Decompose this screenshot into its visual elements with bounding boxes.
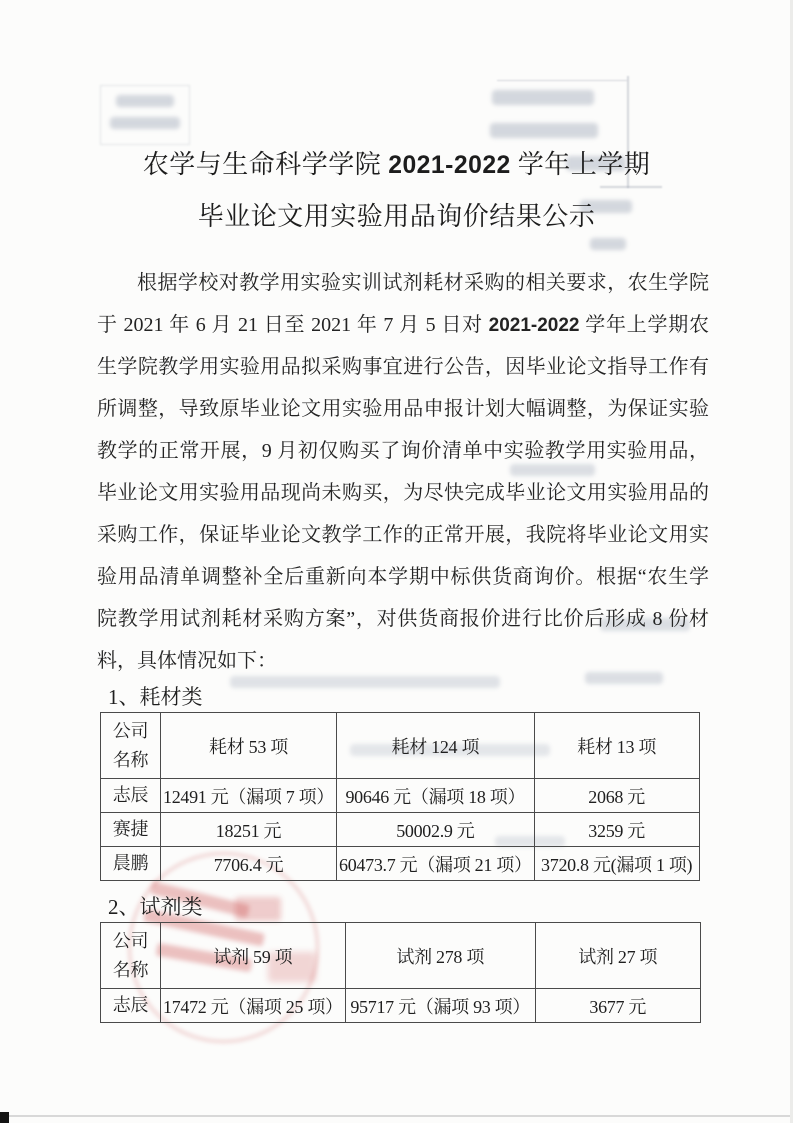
price-cell: 50002.9 元 — [337, 813, 535, 847]
table-row — [101, 779, 700, 813]
paragraph-line: 料，具体情况如下： — [97, 650, 277, 672]
company-name-cell: 晨鹏 — [101, 847, 161, 881]
body-paragraph — [97, 262, 709, 682]
price-cell: 95717 元（漏项 93 项） — [345, 989, 535, 1023]
price-cell: 18251 元 — [161, 813, 337, 847]
table-row — [101, 989, 701, 1023]
table-header-cell: 试剂 278 项 — [345, 923, 535, 989]
table-header-cell: 耗材 13 项 — [534, 713, 699, 779]
table-row — [101, 847, 700, 881]
price-cell: 90646 元（漏项 18 项） — [337, 779, 535, 813]
company-name-cell: 志辰 — [101, 779, 161, 813]
table-header-cell: 试剂 59 项 — [161, 923, 346, 989]
paragraph-line: 采购工作，保证毕业论文教学工作的正常开展，我院将毕业论文用实 — [97, 524, 709, 546]
section-heading-consumables: 1、耗材类 — [108, 685, 203, 709]
price-cell: 7706.4 元 — [161, 847, 337, 881]
table-header-cell: 耗材 53 项 — [161, 713, 337, 779]
paragraph-line: 于 2021 年 6 月 21 日至 2021 年 7 月 5 日对 2021-2022 学年上学期农 — [97, 314, 709, 336]
price-cell: 12491 元（漏项 7 项） — [161, 779, 337, 813]
reagents-table — [100, 922, 701, 1023]
paragraph-line: 教学的正常开展，9 月初仅购买了询价清单中实验教学用实验用品， — [97, 440, 709, 462]
paragraph-line: 根据学校对教学用实验实训试剂耗材采购的相关要求，农生学院 — [137, 272, 709, 294]
table-header-row — [101, 713, 700, 779]
price-cell: 3259 元 — [534, 813, 699, 847]
price-cell: 17472 元（漏项 25 项） — [161, 989, 346, 1023]
document-title-line2: 毕业论文用实验用品询价结果公示 — [197, 202, 596, 231]
price-cell: 3677 元 — [535, 989, 700, 1023]
paragraph-line: 生学院教学用实验用品拟采购事宜进行公告，因毕业论文指导工作有 — [97, 356, 709, 378]
price-cell: 3720.8 元(漏项 1 项) — [534, 847, 699, 881]
paragraph-line: 验用品清单调整补全后重新向本学期中标供货商询价。根据“农生学 — [97, 566, 709, 588]
consumables-table — [100, 712, 700, 881]
table-header-cell: 试剂 27 项 — [535, 923, 700, 989]
table-row — [101, 813, 700, 847]
company-name-cell: 志辰 — [101, 989, 161, 1023]
company-name-cell: 赛捷 — [101, 813, 161, 847]
paragraph-line: 所调整，导致原毕业论文用实验用品申报计划大幅调整，为保证实验 — [97, 398, 709, 420]
paragraph-line: 院教学用试剂耗材采购方案”，对供货商报价进行比价后形成 8 份材 — [97, 608, 709, 630]
section-heading-reagents: 2、试剂类 — [108, 895, 203, 919]
price-cell: 60473.7 元（漏项 21 项） — [337, 847, 535, 881]
paragraph-line: 毕业论文用实验用品现尚未购买，为尽快完成毕业论文用实验用品的 — [97, 482, 709, 504]
document-title-line1: 农学与生命科学学院 2021-2022 学年上学期 — [142, 150, 651, 179]
price-cell: 2068 元 — [534, 779, 699, 813]
table-header-cell: 公司名称 — [101, 713, 161, 779]
table-header-cell: 耗材 124 项 — [337, 713, 535, 779]
table-header-cell: 公司名称 — [101, 923, 161, 989]
table-header-row — [101, 923, 701, 989]
